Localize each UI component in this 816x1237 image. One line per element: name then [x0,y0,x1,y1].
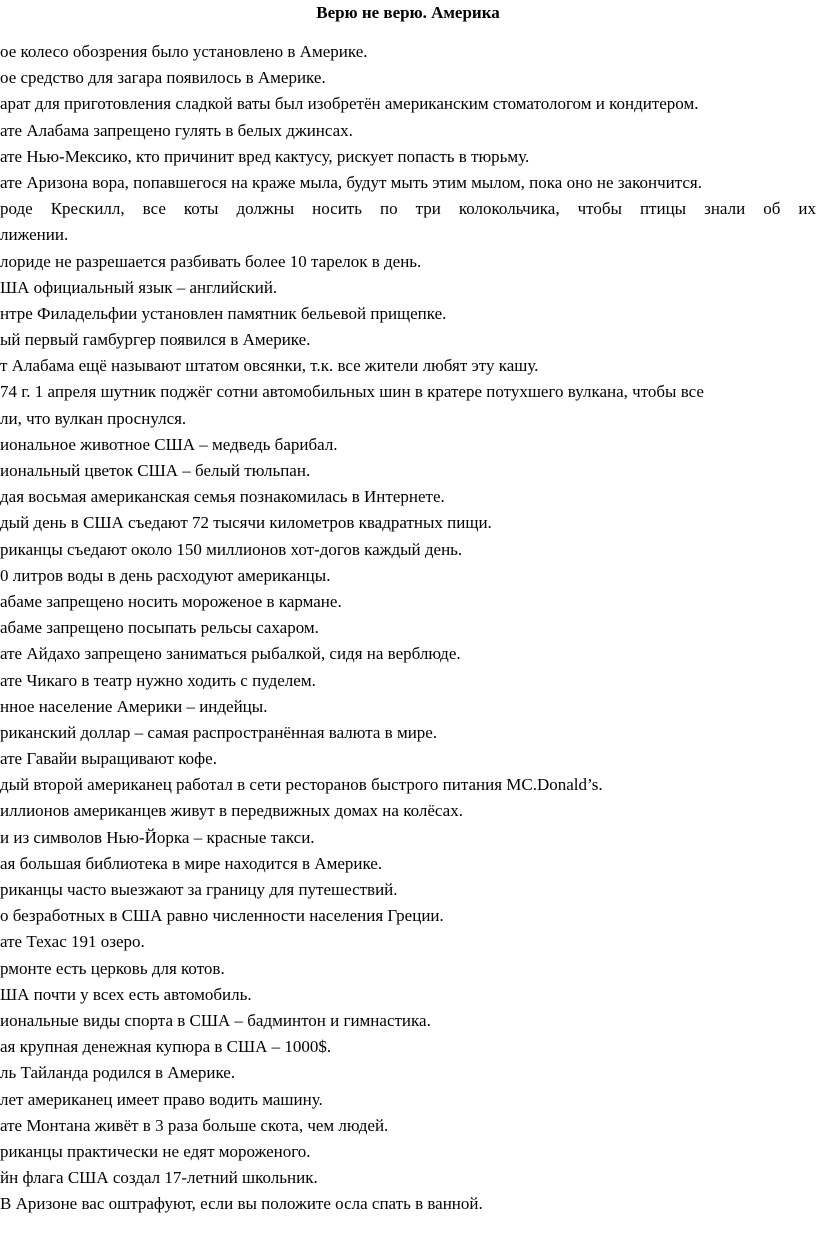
fact-line: т Алабама ещё называют штатом овсянки, т.к. все жители любят эту кашу. [0,356,539,376]
fact-line: рмонте есть церковь для котов. [0,958,225,978]
fact-line: абаме запрещено посыпать рельсы сахаром. [0,618,319,638]
fact-line: иллионов американцев живут в передвижных домах на колёсах. [0,801,463,821]
fact-line: и из символов Нью-Йорка – красные такси. [0,827,315,847]
fact-line: ая большая библиотека в мире находится в Америке. [0,853,383,873]
fact-line: иональные виды спорта в США – бадминтон и гимнастика. [0,1010,431,1030]
footer-fact: В Аризоне вас оштрафуют, если вы положите осла спать в ванной. [0,1194,483,1213]
fact-line: дый день в США съедают 72 тысячи километров квадратных пищи. [0,513,492,533]
fact-line: нтре Филадельфии установлен памятник бельевой прищепке. [0,303,447,323]
fact-line: риканцы часто выезжают за границу для путешествий. [0,880,398,899]
fact-line: роде Крескилл, все коты должны носить по три колокольчика, чтобы птицы знали об их [0,199,816,219]
fact-line: лижении. [0,225,69,245]
fact-line: иональный цветок США – белый тюльпан. [0,461,311,480]
fact-line: риканский доллар – самая распространённая валюта в мире. [0,722,438,742]
fact-line: лориде не разрешается разбивать более 10 тарелок в день. [0,251,422,271]
fact-line: риканцы практически не едят мороженого. [0,1141,311,1161]
fact-line: ате Алабама запрещено гулять в белых джинсах. [0,120,353,140]
fact-line: йн флага США создал 17-летний школьник. [0,1168,318,1188]
fact-line: дый второй американец работал в сети ресторанов быстрого питания MC.Donald’s. [0,775,603,795]
fact-line: дая восьмая американская семья познакомилась в Интернете. [0,487,445,507]
fact-line: ая крупная денежная купюра в США – 1000$. [0,1037,332,1057]
fact-line: арат для приготовления сладкой ваты был изобретён американским стоматологом и кондитером. [0,94,699,114]
fact-line: ое колесо обозрения было установлено в Америке. [0,42,368,61]
fact-line: ли, что вулкан проснулся. [0,408,187,428]
fact-line: ате Аризона вора, попавшегося на краже мыла, будут мыть этим мылом, пока оно не закончится. [0,172,702,192]
fact-line: ате Чикаго в театр нужно ходить с пуделем. [0,670,316,690]
fact-line: ое средство для загара появилось в Америке. [0,68,326,88]
fact-line: ате Айдахо запрещено заниматься рыбалкой, сидя на верблюде. [0,644,461,664]
fact-line: нное население Америки – индейцы. [0,696,268,716]
fact-line: ате Гавайи выращивают кофе. [0,749,217,769]
fact-list [0,39,816,1191]
fact-line: 0 литров воды в день расходуют американцы. [0,565,331,585]
fact-line: ате Нью-Мексико, кто причинит вред кактусу, рискует попасть в тюрьму. [0,146,530,166]
page-title: Верю не верю. Америка [316,3,500,22]
fact-line: ате Монтана живёт в 3 раза больше скота, чем людей. [0,1115,389,1135]
fact-line: риканцы съедают около 150 миллионов хот-догов каждый день. [0,539,463,559]
fact-line: лет американец имеет право водить машину. [0,1089,323,1109]
fact-line: иональное животное США – медведь барибал. [0,434,338,454]
fact-line: ША официальный язык – английский. [0,277,278,297]
fact-line: абаме запрещено носить мороженое в кармане. [0,591,342,611]
fact-line: 74 г. 1 апреля шутник поджёг сотни автомобильных шин в кратере потухшего вулкана, чтобы все [0,382,704,402]
fact-line: ША почти у всех есть автомобиль. [0,984,252,1004]
fact-line: ый первый гамбургер появился в Америке. [0,330,311,350]
fact-line: о безработных в США равно численности населения Греции. [0,906,444,926]
fact-line: ате Техас 191 озеро. [0,932,145,952]
fact-line: ль Тайланда родился в Америке. [0,1063,236,1083]
